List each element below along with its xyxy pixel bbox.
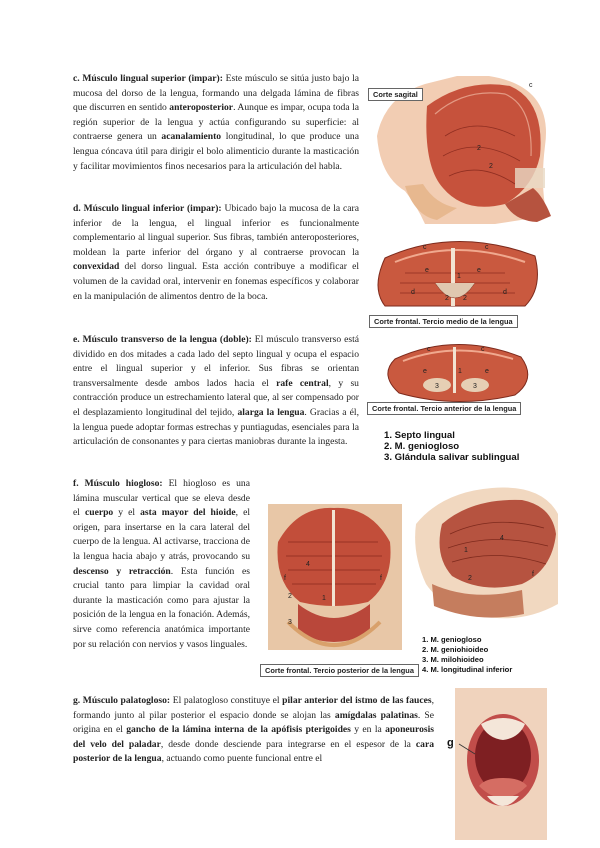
frontal-posterior-label-1: 1 [322, 595, 326, 602]
figure-open-mouth [445, 688, 555, 840]
frontal-medio-label-2b: 2 [463, 295, 467, 302]
legend-lower [422, 635, 512, 675]
section-d [73, 202, 359, 304]
text-run: . Esta función es crucial tanto para limpiar la cavidad oral durante la masticación como para ajustar la posición de la lengua en la fonación. Además, sirve como referencia anatómica importante por su relación con nervios y vasos linguales. [73, 565, 250, 650]
mouth-label-g: g [447, 737, 454, 749]
text-run: , desde donde desciende para integrarse en el espesor de la [160, 738, 416, 750]
legend-upper-item: 1. Septo lingual [384, 430, 455, 441]
frontal-posterior-label-3: 3 [288, 619, 292, 626]
legend-lower-item: 2. M. geniohioideo [422, 645, 489, 654]
mouth-illustration [445, 688, 555, 840]
text-run: . Se origina en el [73, 709, 434, 736]
legend-upper [384, 430, 519, 463]
section-g [73, 694, 434, 767]
text-run: , actuando como puente funcional entre el [161, 753, 323, 765]
frontal-posterior-label-f2: f [380, 575, 382, 582]
frontal-posterior-label-2: 2 [288, 593, 292, 600]
bold-term: aponeurosis del velo del paladar [73, 724, 435, 750]
figure-sagittal-section [365, 76, 557, 224]
figure-frontal-anterior [365, 335, 545, 419]
lateral-illustration [412, 484, 560, 630]
lateral-label-4: 4 [500, 535, 504, 542]
figure-frontal-posterior [258, 482, 414, 678]
frontal-anterior-label-3b: 3 [473, 383, 477, 390]
legend-lower-item: 3. M. milohioideo [422, 655, 484, 664]
section-title: c. Músculo lingual superior (impar): [73, 73, 223, 84]
section-title: e. Músculo transverso de la lengua (doble): [73, 334, 252, 345]
text-run: Ubicado bajo la mucosa de la cara inferior de la lengua, el lingual inferior es funcionalmente complementario al lingual superior. Sus fibras, también anteroposteriores, moldean la parte inferior del órgano y al contraerse provocan la [73, 203, 359, 258]
text-run: . Aunque es impar, ocupa toda la región superior de la lengua y actúa configurando su superficie: al contraerse genera un [73, 102, 359, 143]
frontal-anterior-caption: Corte frontal. Tercio anterior de la lengua [367, 402, 521, 415]
text-run: El hiogloso es una lámina muscular vertical que se eleva desde el [73, 478, 250, 519]
bold-term: amígdalas palatinas [334, 709, 418, 721]
text-run: Este músculo se sitúa justo bajo la mucosa del dorso de la lengua, formando una delgada lámina de fibras que discurren en sentido [73, 73, 359, 114]
text-run: y en la [350, 724, 386, 736]
section-title: f. Músculo hiogloso: [73, 478, 163, 489]
section-title: d. Músculo lingual inferior (impar): [73, 203, 222, 214]
section-e [73, 333, 359, 450]
figure-lateral-view [412, 484, 560, 630]
frontal-anterior-label-3a: 3 [435, 383, 439, 390]
bold-term: asta mayor del hioide [140, 507, 236, 519]
legend-lower-item: 4. M. longitudinal inferior [422, 665, 513, 674]
frontal-medio-label-c1: c [423, 244, 427, 251]
text-run: , el origen, para insertarse en la cara lateral del cuerpo de la lengua. Al activarse, tracciona de la lengua hacia abajo y atrás, provocando su [73, 507, 250, 562]
frontal-anterior-label-e2: e [485, 368, 489, 375]
sagittal-label-2a: 2 [477, 145, 481, 152]
text-run: El músculo transverso está dividido en dos mitades a cada lado del septo lingual y ocupa el espacio entre el lingual superior y el inferior. Sus fibras se orientan transversalmente desde ambos lados hacia el [73, 334, 359, 389]
frontal-posterior-label-4: 4 [306, 561, 310, 568]
figure-frontal-medio [365, 228, 545, 330]
text-run: longitudinal, lo que produce una lengua cóncava útil para dirigir el bolo alimenticio durante la masticación y facilitar movimientos finos necesarios para la articulación del habla. [73, 131, 359, 172]
frontal-medio-label-e1: e [425, 267, 429, 274]
legend-upper-item: 2. M. geniogloso [384, 441, 460, 452]
legend-upper-item: 3. Glándula salivar sublingual [384, 452, 520, 463]
bold-term: alarga la lengua [237, 406, 305, 418]
bold-term: rafe central [276, 377, 329, 389]
frontal-anterior-label-1: 1 [458, 368, 462, 375]
frontal-posterior-label-f1: f [284, 575, 286, 582]
frontal-posterior-caption: Corte frontal. Tercio posterior de la lengua [260, 664, 419, 677]
frontal-anterior-label-c1: c [427, 346, 431, 353]
text-run: y el [113, 507, 141, 519]
bold-term: acanalamiento [161, 131, 222, 143]
text-run: del dorso lingual. Esta acción contribuye a modificar el volumen de la cavidad oral, intervenir en fonemas específicos y colaborar en la manipulación de alimentos dentro de la boca. [73, 261, 359, 302]
frontal-medio-label-d2: d [503, 289, 507, 296]
frontal-anterior-label-c2: c [481, 346, 485, 353]
legend-lower-item: 1. M. geniogloso [422, 635, 482, 644]
section-f [73, 477, 250, 652]
frontal-medio-label-e2: e [477, 267, 481, 274]
frontal-medio-label-d1: d [411, 289, 415, 296]
bold-term: pilar anterior del istmo de las fauces [282, 695, 432, 706]
lateral-label-2: 2 [468, 575, 472, 582]
bold-term: descenso y retracción [73, 565, 171, 577]
bold-term: anteroposterior [169, 102, 234, 114]
text-run: El palatogloso constituye el [170, 695, 283, 706]
text-run: . Gracias a él, la lengua puede adoptar formas estrechas y puntiagudas, esenciales para la articulación de consonantes y para ciertas maniobras durante la ingesta. [73, 406, 359, 448]
sagittal-label-c: c [529, 82, 533, 89]
lateral-label-f: f [532, 571, 534, 578]
sagittal-caption: Corte sagital [368, 88, 423, 101]
text-run: , y su contracción produce un estrechamiento lateral que, al ser compensado por el desplazamiento longitudinal del tejido, [73, 377, 359, 418]
bold-term: convexidad [73, 261, 120, 273]
lateral-label-1: 1 [464, 547, 468, 554]
section-c [73, 72, 359, 174]
frontal-medio-label-1: 1 [457, 273, 461, 280]
bold-term: gancho de la lámina interna de la apófisis pterigoides [126, 724, 351, 736]
frontal-medio-caption: Corte frontal. Tercio medio de la lengua [369, 315, 518, 328]
frontal-posterior-illustration [258, 482, 410, 678]
sagittal-label-2b: 2 [489, 163, 493, 170]
bold-term: cuerpo [84, 507, 114, 519]
frontal-medio-label-c2: c [485, 244, 489, 251]
frontal-medio-label-2a: 2 [445, 295, 449, 302]
frontal-anterior-label-e1: e [423, 368, 427, 375]
text-run: , formando junto al pilar posterior el espacio donde se alojan las [73, 695, 435, 721]
bold-term: cara posterior de la lengua [73, 738, 435, 765]
section-title: g. Músculo palatogloso: [73, 695, 171, 706]
